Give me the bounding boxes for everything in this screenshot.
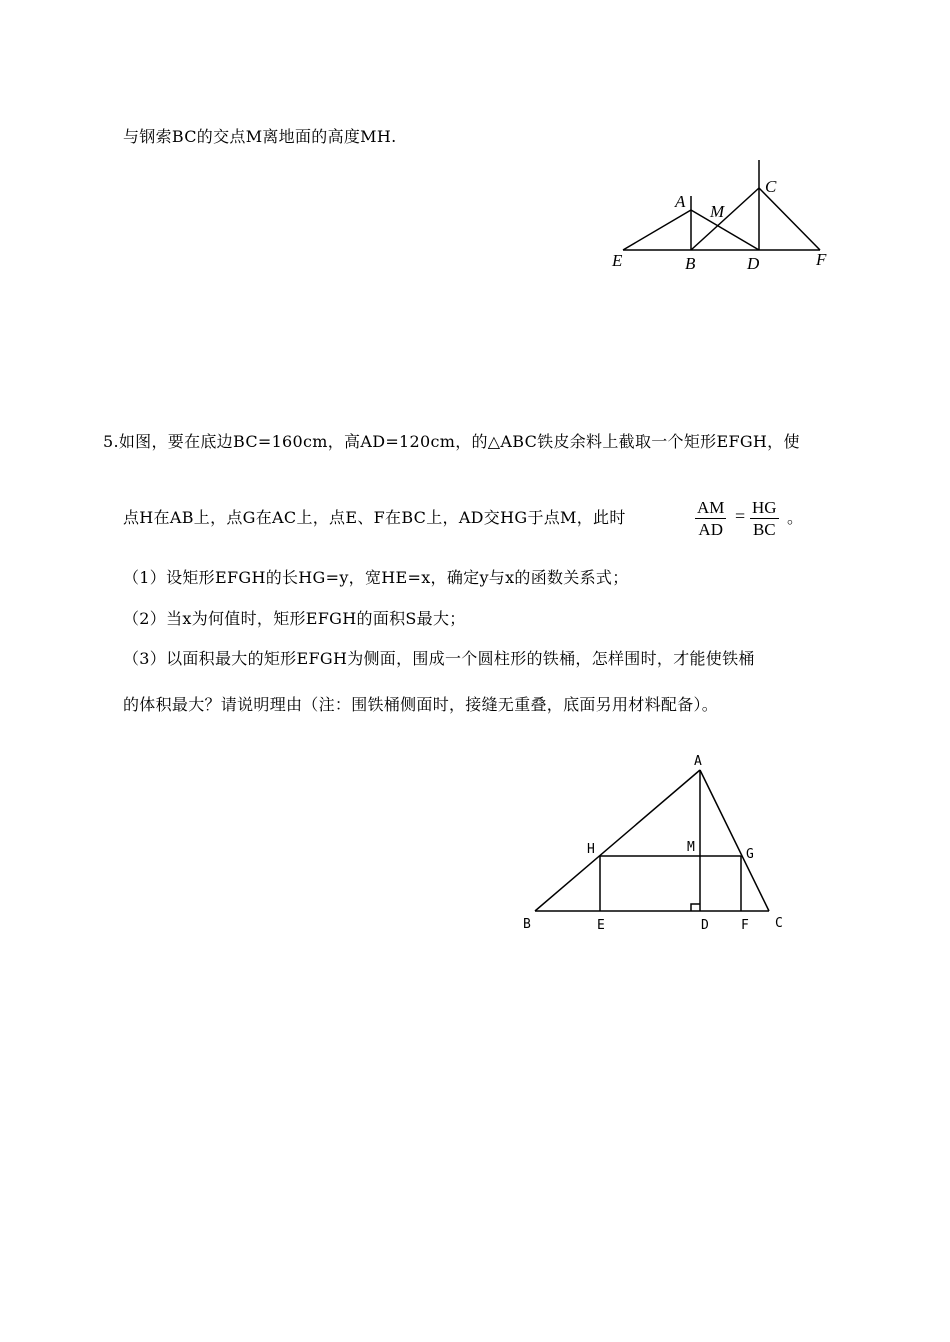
side-ac — [700, 770, 769, 911]
question-1: （1）设矩形EFGH的长HG=y，宽HE=x，确定y与x的函数关系式； — [123, 568, 629, 587]
fraction-numerator: HG — [752, 498, 777, 517]
label-d: D — [747, 254, 760, 273]
fraction-denominator: AD — [698, 520, 723, 539]
fraction-denominator: BC — [752, 520, 776, 539]
label-c: C — [775, 916, 783, 931]
label-m: M — [687, 840, 695, 855]
right-angle-mark — [691, 904, 700, 911]
equals-sign: = — [735, 506, 746, 526]
label-f: F — [816, 250, 827, 269]
label-h: H — [587, 842, 595, 857]
label-b: B — [685, 254, 696, 273]
question-2: （2）当x为何值时，矩形EFGH的面积S最大； — [123, 609, 466, 628]
label-f: F — [741, 918, 749, 933]
problem5-line2: 点H在AB上，点G在AC上，点E、F在BC上，AD交HG于点M，此时 — [123, 508, 626, 527]
problem5-line1: 5.如图，要在底边BC=160cm，高AD=120cm，的△ABC铁皮余料上截取一个矩形EFGH，使 — [103, 432, 800, 451]
question-3-line2: 的体积最大？请说明理由（注：围铁桶侧面时，接缝无重叠，底面另用材料配备）。 — [123, 695, 719, 714]
question-3-line1: （3）以面积最大的矩形EFGH为侧面，围成一个圆柱形的铁桶，怎样围时，才能使铁桶 — [123, 649, 755, 668]
label-e: E — [597, 918, 605, 933]
label-d: D — [701, 918, 709, 933]
label-a: A — [694, 754, 702, 769]
sentence-end: 。 — [787, 508, 804, 527]
text-line: 与钢索BC的交点M离地面的高度MH. — [123, 127, 397, 146]
label-c: C — [765, 177, 777, 196]
fraction-numerator: AM — [697, 498, 725, 517]
label-m: M — [710, 202, 725, 221]
label-e: E — [612, 251, 623, 270]
label-a: A — [675, 192, 686, 211]
label-b: B — [523, 917, 531, 932]
label-g: G — [746, 847, 754, 862]
side-ab — [535, 770, 700, 911]
